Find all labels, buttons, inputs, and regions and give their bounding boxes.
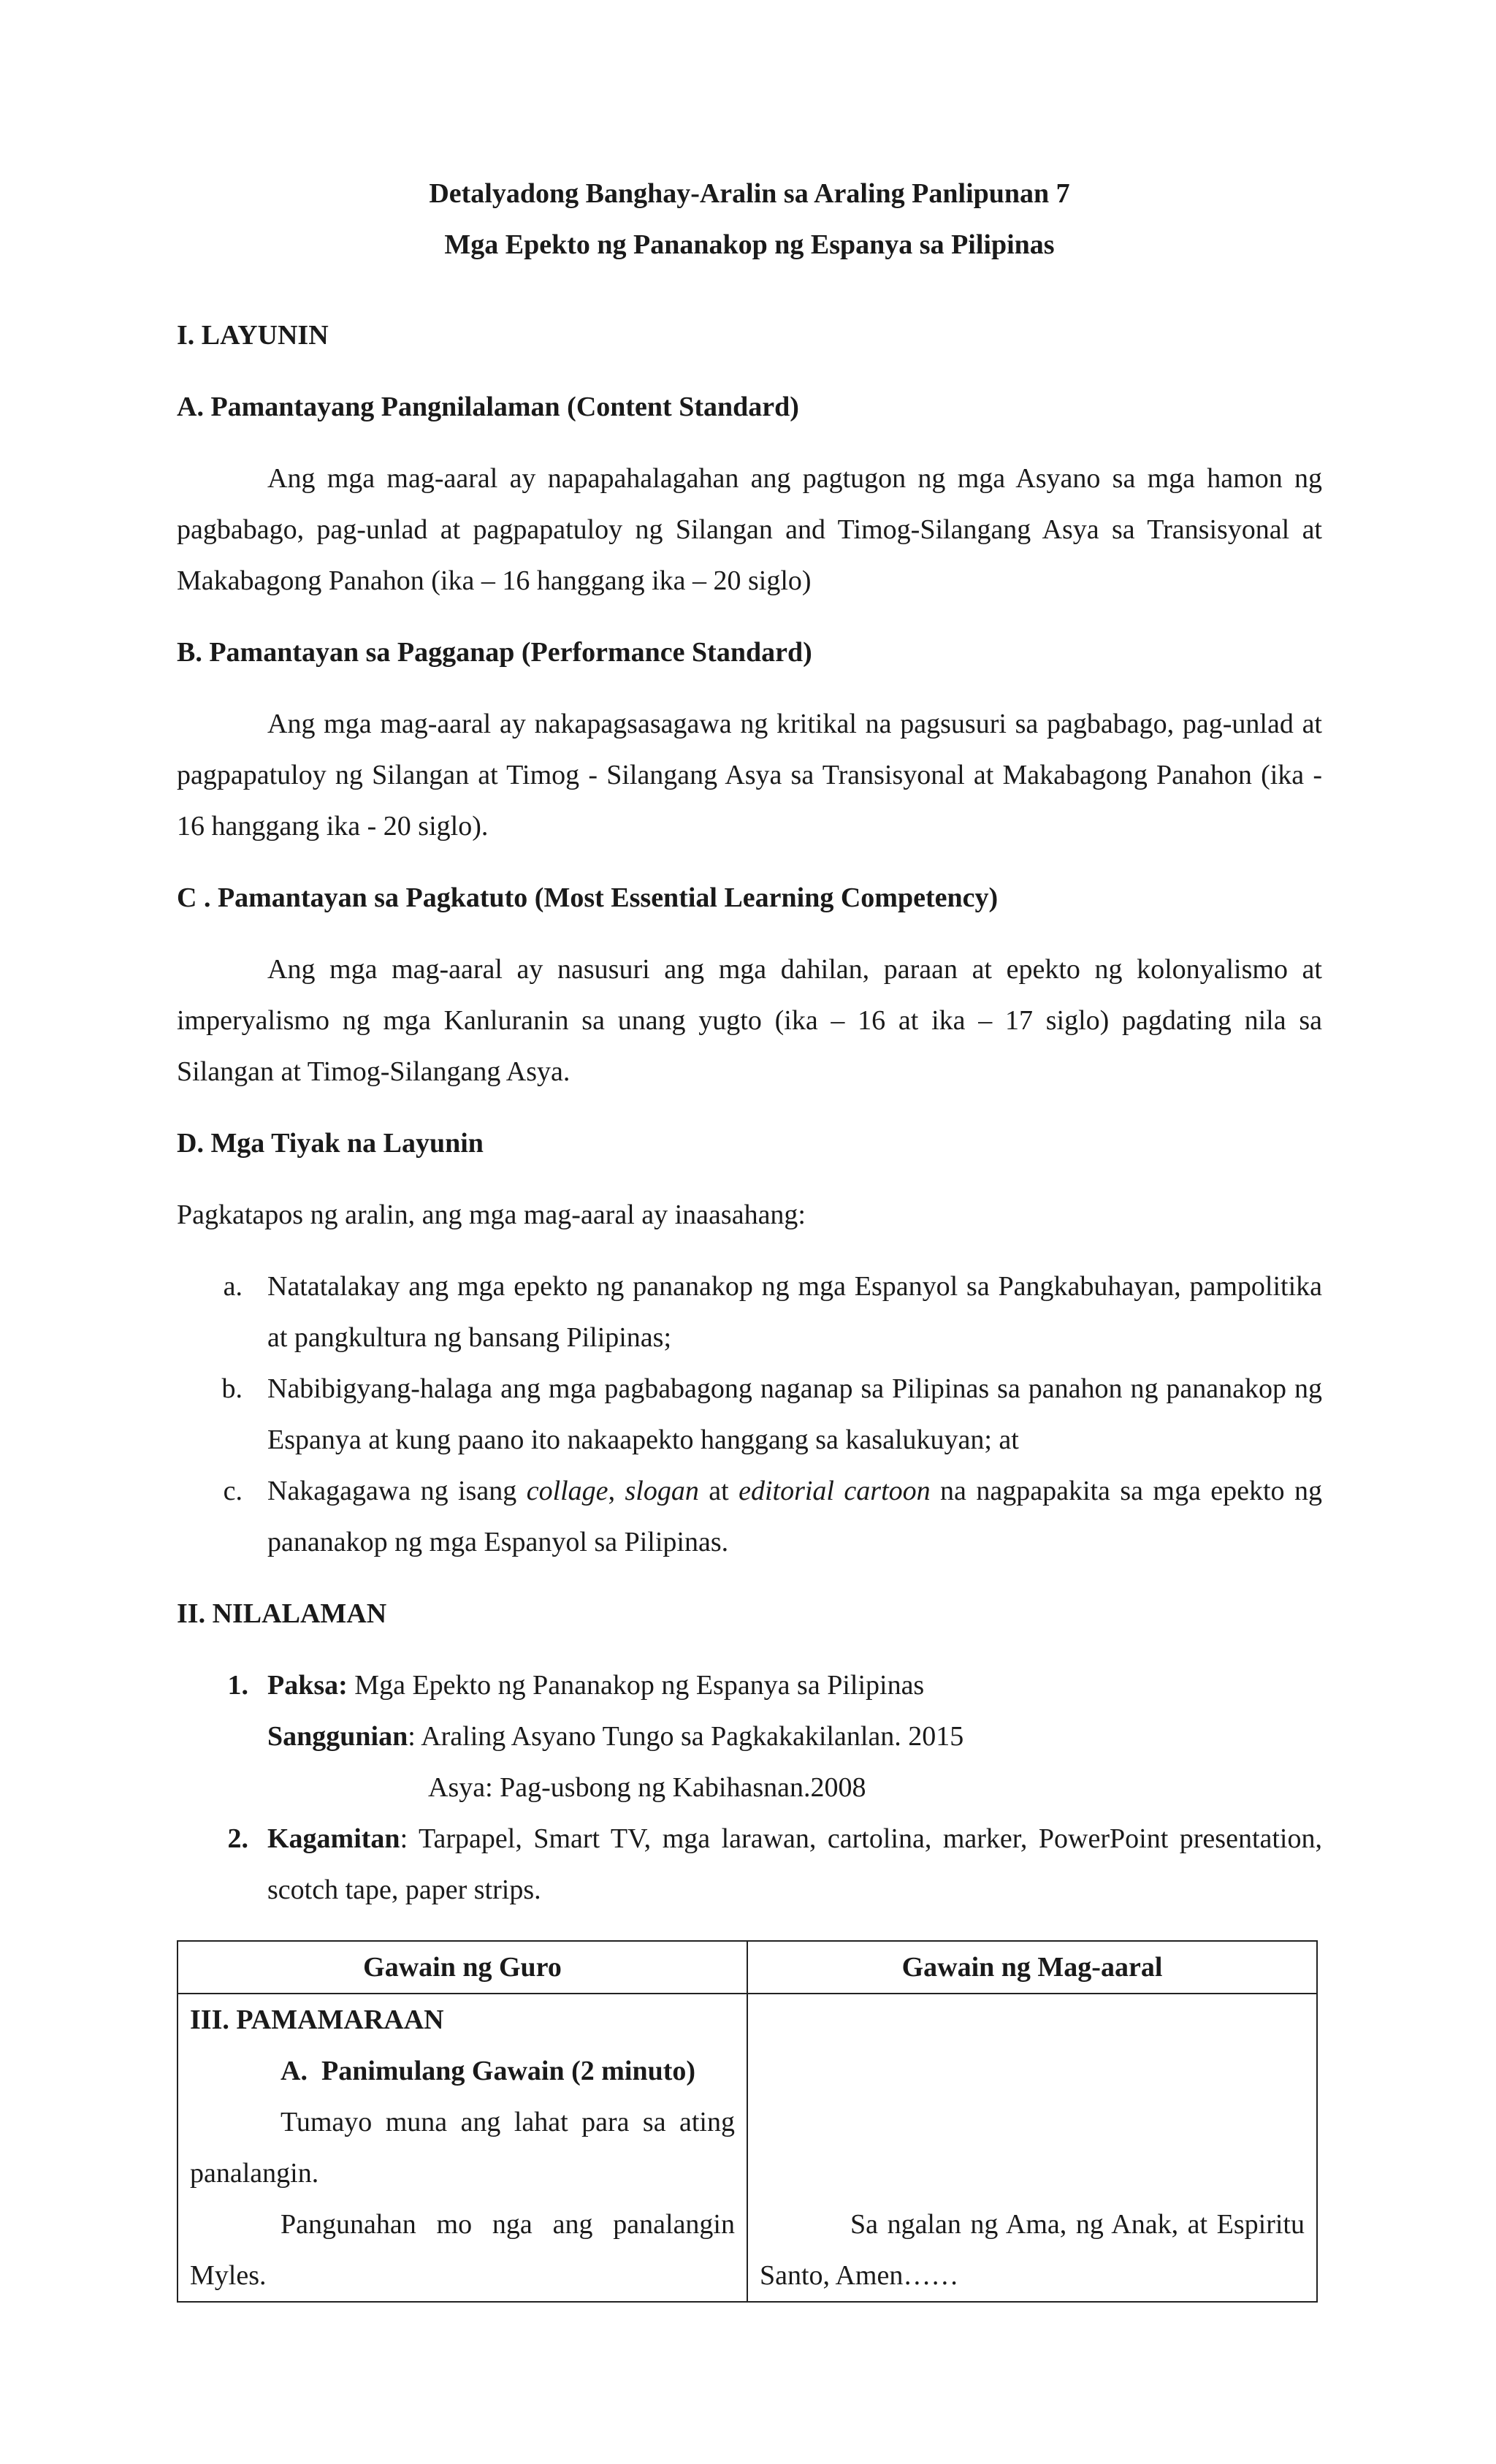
content-standard-text: Ang mga mag-aaral ay napapahalagahan ang pagtugon ng mga Asyano sa mga hamon ng pagbabago, pag-unlad at pagpapatuloy ng Silangan and Timog-Silangang Asya sa Transisyonal at Makabagong Panahon (ika – 16 hanggang ika – 20 siglo) — [177, 463, 1322, 596]
kagamitan-label: Kagamitan — [267, 1823, 400, 1854]
document-title: Detalyadong Banghay-Aralin sa Araling Panlipunan 7 — [429, 178, 1070, 209]
item-number: 2. — [227, 1823, 248, 1854]
student-column-header: Gawain ng Mag-aaral — [747, 1941, 1317, 1994]
list-item — [177, 1813, 1322, 1915]
specific-objectives-heading: D. Mga Tiyak na Layunin — [177, 1128, 484, 1159]
student-cell — [747, 1994, 1317, 2302]
teacher-column-header: Gawain ng Guro — [178, 1941, 747, 1994]
section-heading-layunin: I. LAYUNIN — [177, 320, 329, 351]
list-item — [177, 1261, 1322, 1363]
procedure-heading: III. PAMAMARAAN — [190, 2005, 444, 2035]
list-item — [177, 1363, 1322, 1465]
objective-text: Natatalakay ang mga epekto ng pananakop ng mga Espanyol sa Pangkabuhayan, pampolitika at pangkultura ng bansang Pilipinas; — [267, 1271, 1322, 1353]
learning-competency-heading: C . Pamantayan sa Pagkatuto (Most Essential Learning Competency) — [177, 882, 999, 913]
objective-text: Nakagagawa ng isang collage, slogan at editorial cartoon na nagpapakita sa mga epekto ng pananakop ng mga Espanyol sa Pilipinas. — [267, 1476, 1322, 1557]
emphasis-collage: collage — [526, 1476, 608, 1506]
paksa-label: Paksa: — [267, 1670, 348, 1701]
table-header-row — [178, 1941, 1317, 1994]
sanggunian-text-2: Asya: Pag-usbong ng Kabihasnan.2008 — [428, 1772, 866, 1803]
performance-standard-heading: B. Pamantayan sa Pagganap (Performance Standard) — [177, 637, 812, 668]
objectives-list — [177, 1261, 1322, 1568]
lesson-plan-page — [177, 168, 1322, 2303]
teacher-instruction: Tumayo muna ang lahat para sa ating panalangin. — [190, 2107, 735, 2189]
subsection-heading: A. Panimulang Gawain (2 minuto) — [280, 2056, 696, 2086]
objective-text: Nabibigyang-halaga ang mga pagbabagong naganap sa Pilipinas sa panahon ng pananakop ng Espanya at kung paano ito nakaapekto hanggang sa kasalukuyan; at — [267, 1373, 1322, 1455]
student-response: Sa ngalan ng Ama, ng Anak, at Espiritu Santo, Amen…… — [760, 2209, 1305, 2291]
list-item — [177, 1465, 1322, 1568]
teacher-cell — [178, 1994, 747, 2302]
table-row — [178, 1994, 1317, 2302]
section-heading-nilalaman: II. NILALAMAN — [177, 1598, 387, 1629]
teacher-instruction: Pangunahan mo nga ang panalangin Myles. — [190, 2209, 735, 2291]
objective-label: c. — [223, 1476, 243, 1506]
list-item — [177, 1660, 1322, 1813]
document-subtitle: Mga Epekto ng Pananakop ng Espanya sa Pilipinas — [444, 229, 1055, 260]
objectives-intro: Pagkatapos ng aralin, ang mga mag-aaral ay inaasahang: — [177, 1199, 806, 1230]
performance-standard-text: Ang mga mag-aaral ay nakapagsasagawa ng kritikal na pagsusuri sa pagbabago, pag-unlad at pagpapatuloy ng Silangan at Timog - Silangang Asya sa Transisyonal at Makabagong Panahon (ika - 16 hanggang ika - 20 siglo). — [177, 709, 1322, 842]
paksa-text: Mga Epekto ng Pananakop ng Espanya sa Pilipinas — [347, 1670, 925, 1701]
item-number: 1. — [227, 1670, 248, 1701]
objective-label: a. — [223, 1271, 243, 1302]
learning-competency-text: Ang mga mag-aaral ay nasusuri ang mga dahilan, paraan at epekto ng kolonyalismo at imperyalismo ng mga Kanluranin sa unang yugto (ika – 16 at ika – 17 siglo) pagdating nila sa Silangan at Timog-Silangang Asya. — [177, 954, 1322, 1087]
content-list — [177, 1660, 1322, 1915]
activities-table — [177, 1940, 1318, 2303]
emphasis-editorial-cartoon: editorial cartoon — [739, 1476, 931, 1506]
sanggunian-label: Sanggunian — [267, 1721, 408, 1752]
objective-label: b. — [221, 1373, 243, 1404]
sanggunian-text: : Araling Asyano Tungo sa Pagkakakilanlan. 2015 — [408, 1721, 964, 1752]
content-standard-heading: A. Pamantayang Pangnilalaman (Content Standard) — [177, 392, 799, 422]
emphasis-slogan: slogan — [625, 1476, 699, 1506]
kagamitan-text: : Tarpapel, Smart TV, mga larawan, cartolina, marker, PowerPoint presentation, scotch tape, paper strips. — [267, 1823, 1322, 1905]
